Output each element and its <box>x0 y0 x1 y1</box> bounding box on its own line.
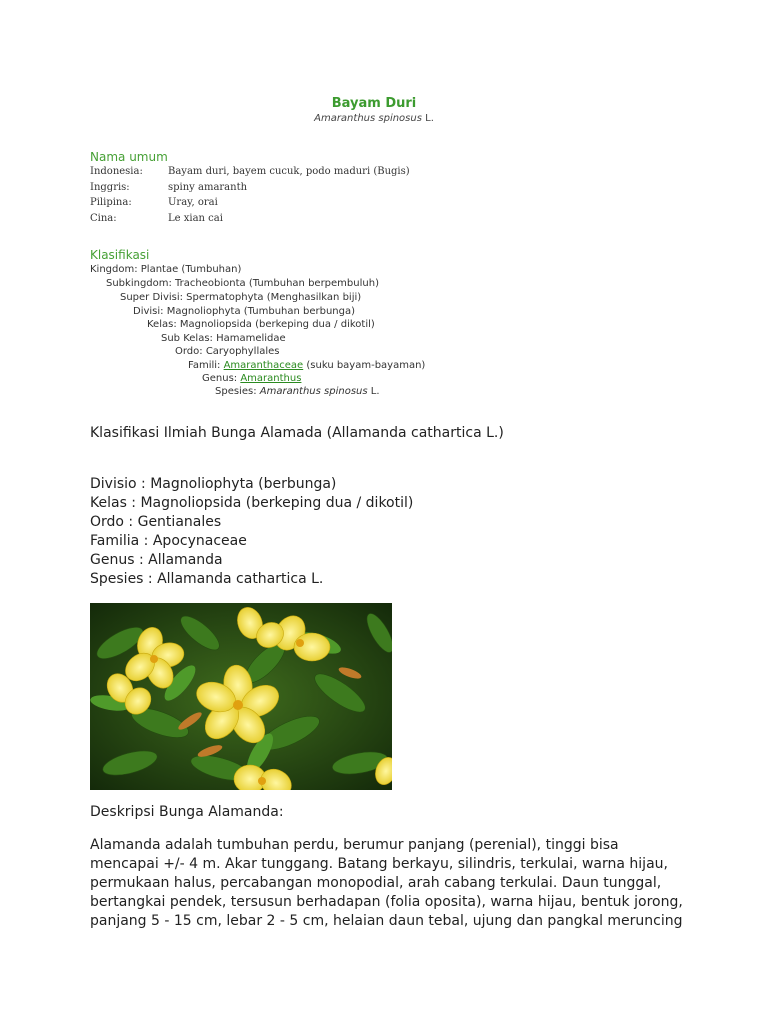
nama-row <box>90 166 410 182</box>
deskripsi-paragraph <box>90 836 683 931</box>
deskripsi-line: mencapai +/- 4 m. Akar tunggang. Batang berkayu, silindris, terkulai, warna hijau, <box>90 856 668 872</box>
spesies-label: Spesies: <box>215 386 260 397</box>
scientific-author: L. <box>425 113 434 124</box>
alamanda-line: Kelas : Magnoliopsida (berkeping dua / dikotil) <box>90 495 414 511</box>
famili-note: (suku bayam-bayaman) <box>303 360 426 371</box>
nama-lang: Cina: <box>90 212 117 224</box>
nama-lang: Indonesia: <box>90 166 143 177</box>
genus-label: Genus: <box>202 373 241 384</box>
alamanda-line: Ordo : Gentianales <box>90 514 222 530</box>
nama-row <box>90 213 410 229</box>
klas-superdivisi: Super Divisi: Spermatophyta (Menghasilkan biji) <box>120 292 362 303</box>
alamanda-line: Familia : Apocynaceae <box>90 533 247 549</box>
klas-subkelas: Sub Kelas: Hamamelidae <box>161 333 286 344</box>
scientific-name: Amaranthus spinosus <box>314 113 422 124</box>
scientific-name-line <box>0 113 748 124</box>
deskripsi-line: bertangkai pendek, tersusun berhadapan (folia oposita), warna hijau, bentuk jorong, <box>90 894 683 910</box>
nama-umum-heading: Nama umum <box>90 150 168 164</box>
alamanda-line: Divisio : Magnoliophyta (berbunga) <box>90 476 337 492</box>
nama-value: Le xian cai <box>168 212 223 224</box>
alamanda-line: Spesies : Allamanda cathartica L. <box>90 571 324 587</box>
klas-kingdom: Kingdom: Plantae (Tumbuhan) <box>90 264 242 275</box>
deskripsi-line: permukaan halus, percabangan monopodial, arah cabang terkulai. Daun tunggal, <box>90 875 662 891</box>
nama-lang: Inggris: <box>90 181 130 193</box>
alamanda-heading: Klasifikasi Ilmiah Bunga Alamada (Allamanda cathartica L.) <box>90 425 504 441</box>
alamanda-line: Genus : Allamanda <box>90 552 223 568</box>
nama-umum-table <box>90 166 410 228</box>
spesies-author: L. <box>367 386 380 397</box>
deskripsi-heading: Deskripsi Bunga Alamanda: <box>90 804 284 820</box>
nama-row <box>90 182 410 198</box>
klas-genus <box>202 373 301 384</box>
famili-label: Famili: <box>188 360 224 371</box>
klas-ordo: Ordo: Caryophyllales <box>175 346 280 357</box>
nama-value: Bayam duri, bayem cucuk, podo maduri (Bugis) <box>168 166 410 177</box>
nama-value: spiny amaranth <box>168 181 248 193</box>
klas-divisi: Divisi: Magnoliophyta (Tumbuhan berbunga) <box>133 306 356 317</box>
genus-link[interactable]: Amaranthus <box>240 373 302 384</box>
klas-famili <box>188 360 425 371</box>
page-title: Bayam Duri <box>331 96 417 111</box>
famili-link[interactable]: Amaranthaceae <box>223 360 304 371</box>
nama-row <box>90 197 410 213</box>
klas-spesies <box>215 386 380 397</box>
spesies-name: Amaranthus spinosus <box>259 386 368 397</box>
allamanda-flower-photo <box>90 603 392 790</box>
deskripsi-line: Alamanda adalah tumbuhan perdu, berumur panjang (perenial), tinggi bisa <box>90 837 619 853</box>
klasifikasi-heading: Klasifikasi <box>90 248 150 262</box>
klas-subkingdom: Subkingdom: Tracheobionta (Tumbuhan berpembuluh) <box>106 278 379 289</box>
deskripsi-line: panjang 5 - 15 cm, lebar 2 - 5 cm, helaian daun tebal, ujung dan pangkal meruncing <box>90 913 683 929</box>
nama-lang: Pilipina: <box>90 197 132 209</box>
klas-kelas: Kelas: Magnoliopsida (berkeping dua / dikotil) <box>147 319 375 330</box>
nama-value: Uray, orai <box>168 197 218 209</box>
